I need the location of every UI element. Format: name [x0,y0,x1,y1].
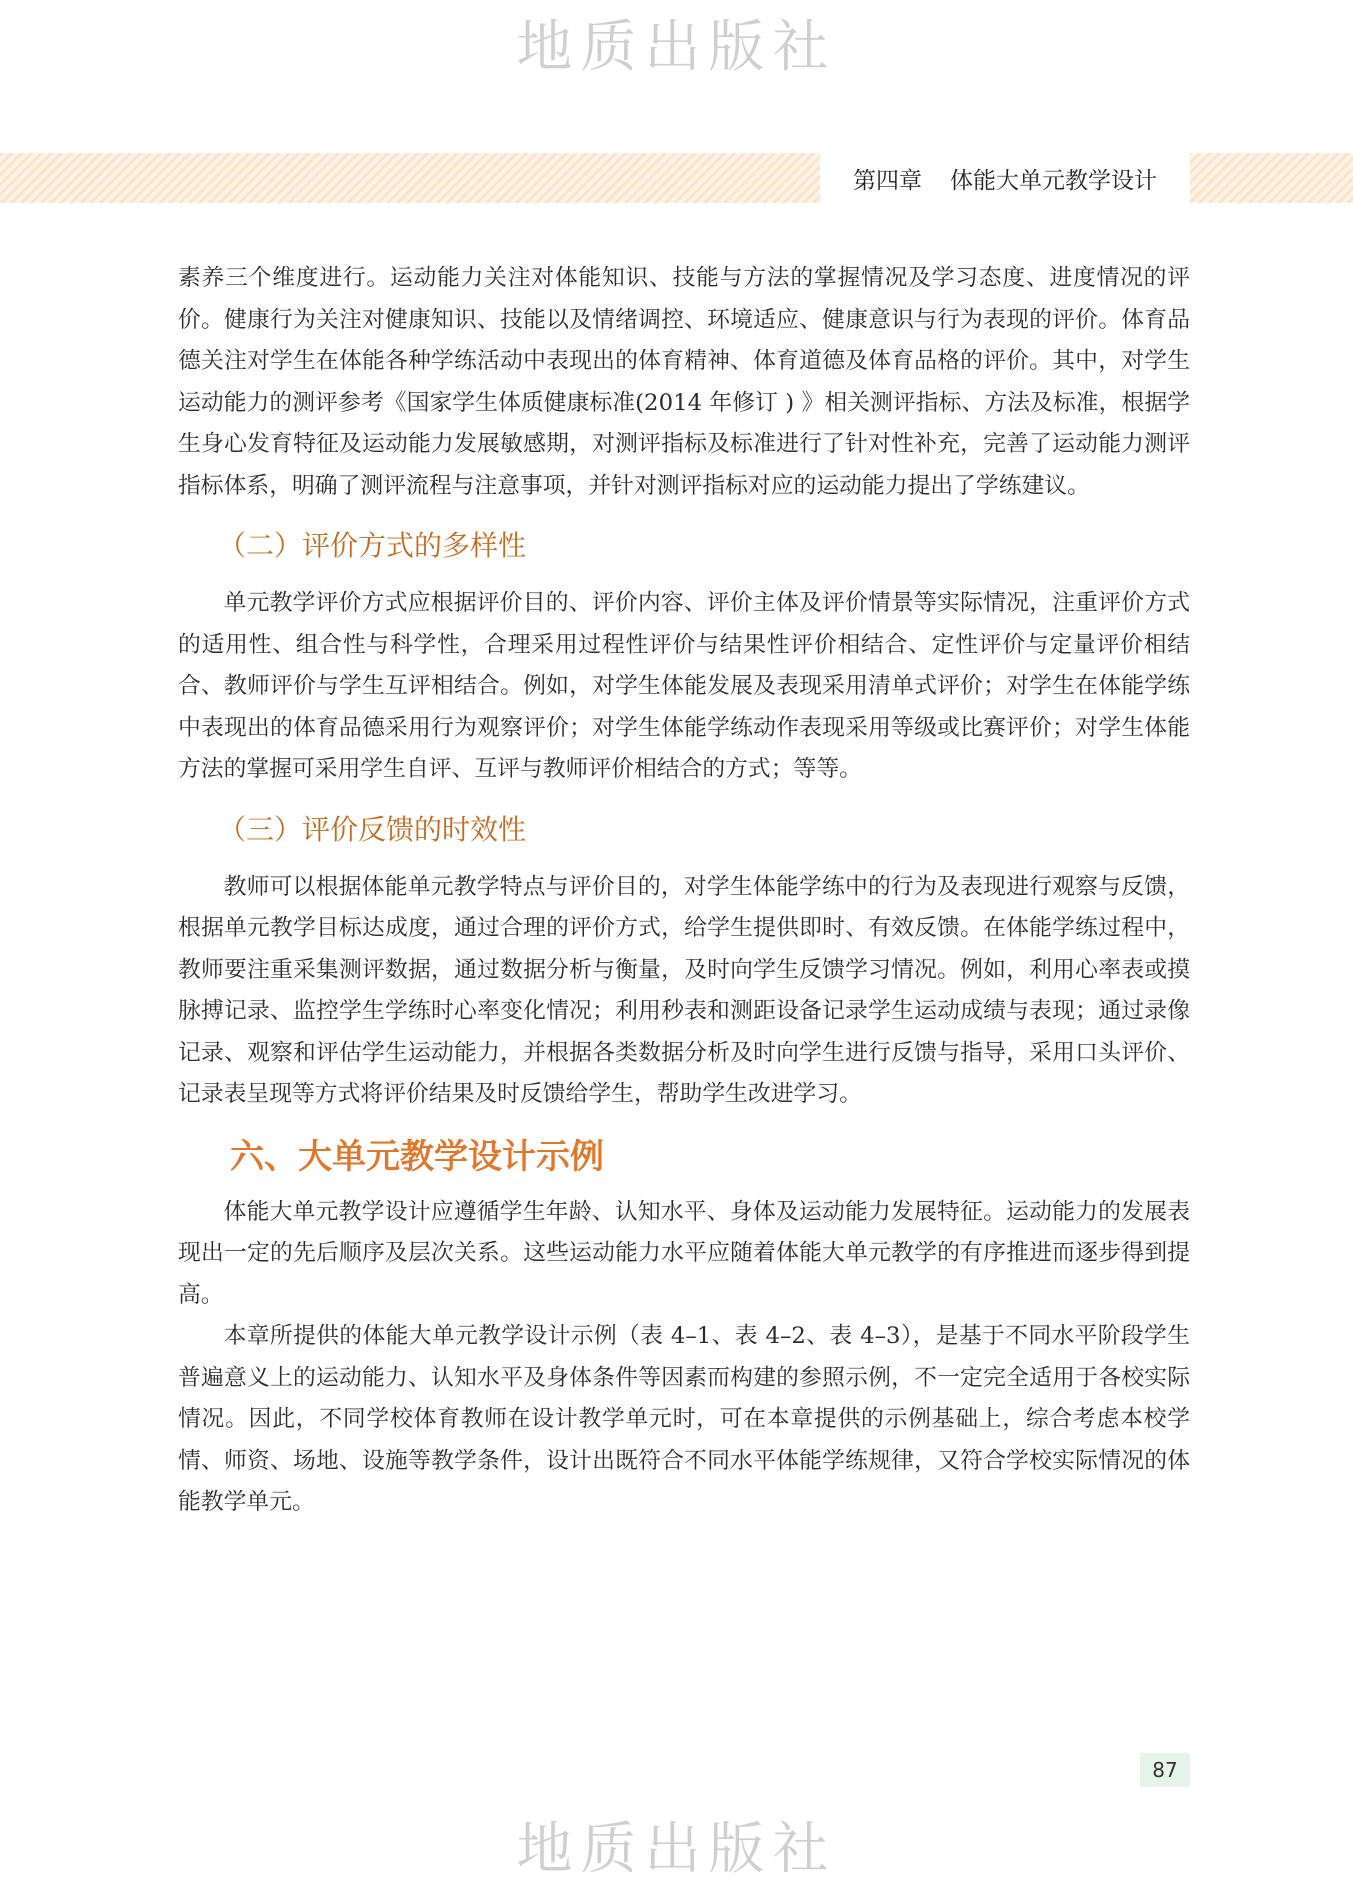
chapter-title: 体能大单元教学设计 [950,167,1157,194]
running-header [820,153,1190,203]
publisher-watermark-bottom: 地质出版社 [516,1817,837,1882]
page-number: 87 [1140,1753,1190,1787]
paragraph: 体能大单元教学设计应遵循学生年龄、认知水平、身体及运动能力发展特征。运动能力的发展表现出一定的先后顺序及层次关系。这些运动能力水平应随着体能大单元教学的有序推进而逐步得到提高。 [178,1198,1190,1308]
section-heading-examples: 六、大单元教学设计示例 [230,1136,604,1177]
chapter-number: 第四章 [853,167,922,194]
section-heading-timeliness: （三）评价反馈的时效性 [218,812,527,846]
section-heading-diversity: （二）评价方式的多样性 [218,529,527,562]
page-body [178,258,1190,1524]
paragraph: 素养三个维度进行。运动能力关注对体能知识、技能与方法的掌握情况及学习态度、进度情况的评价。健康行为关注对健康知识、技能以及情绪调控、环境适应、健康意识与行为表现的评价。体育品德关注对学生在体能各种学练活动中表现出的体育精神、体育道德及体育品格的评价。其中，对学生运动能力的测评参考《国家学生体质健康标准(2014 年修订 ) 》相关测评指标、方法及标准，根据学生身心发育特征及运动能力发展敏感期，对测评指标及标准进行了针对性补充，完善了运动能力测评指标体系，明确了测评流程与注意事项，并针对测评指标对应的运动能力提出了学练建议。 [178,265,1190,499]
publisher-watermark-top: 地质出版社 [516,15,837,80]
paragraph: 本章所提供的体能大单元教学设计示例（表 4–1、表 4–2、表 4–3），是基于不同水平阶段学生普遍意义上的运动能力、认知水平及身体条件等因素而构建的参照示例，不一定完全适用于各校实际情况。因此，不同学校体育教师在设计教学单元时，可在本章提供的示例基础上，综合考虑本校学情、师资、场地、设施等教学条件，设计出既符合不同水平体能学练规律，又符合学校实际情况的体能教学单元。 [178,1323,1190,1515]
paragraph: 单元教学评价方式应根据评价目的、评价内容、评价主体及评价情景等实际情况，注重评价方式的适用性、组合性与科学性，合理采用过程性评价与结果性评价相结合、定性评价与定量评价相结合、教师评价与学生互评相结合。例如，对学生体能发展及表现采用清单式评价；对学生在体能学练中表现出的体育品德采用行为观察评价；对学生体能学练动作表现采用等级或比赛评价；对学生体能方法的掌握可采用学生自评、互评与教师评价相结合的方式；等等。 [178,590,1190,782]
paragraph: 教师可以根据体能单元教学特点与评价目的，对学生体能学练中的行为及表现进行观察与反馈，根据单元教学目标达成度，通过合理的评价方式，给学生提供即时、有效反馈。在体能学练过程中，教师要注重采集测评数据，通过数据分析与衡量，及时向学生反馈学习情况。例如，利用心率表或摸脉搏记录、监控学生学练时心率变化情况；利用秒表和测距设备记录学生运动成绩与表现；通过录像记录、观察和评估学生运动能力，并根据各类数据分析及时向学生进行反馈与指导，采用口头评价、记录表呈现等方式将评价结果及时反馈给学生，帮助学生改进学习。 [178,873,1190,1107]
